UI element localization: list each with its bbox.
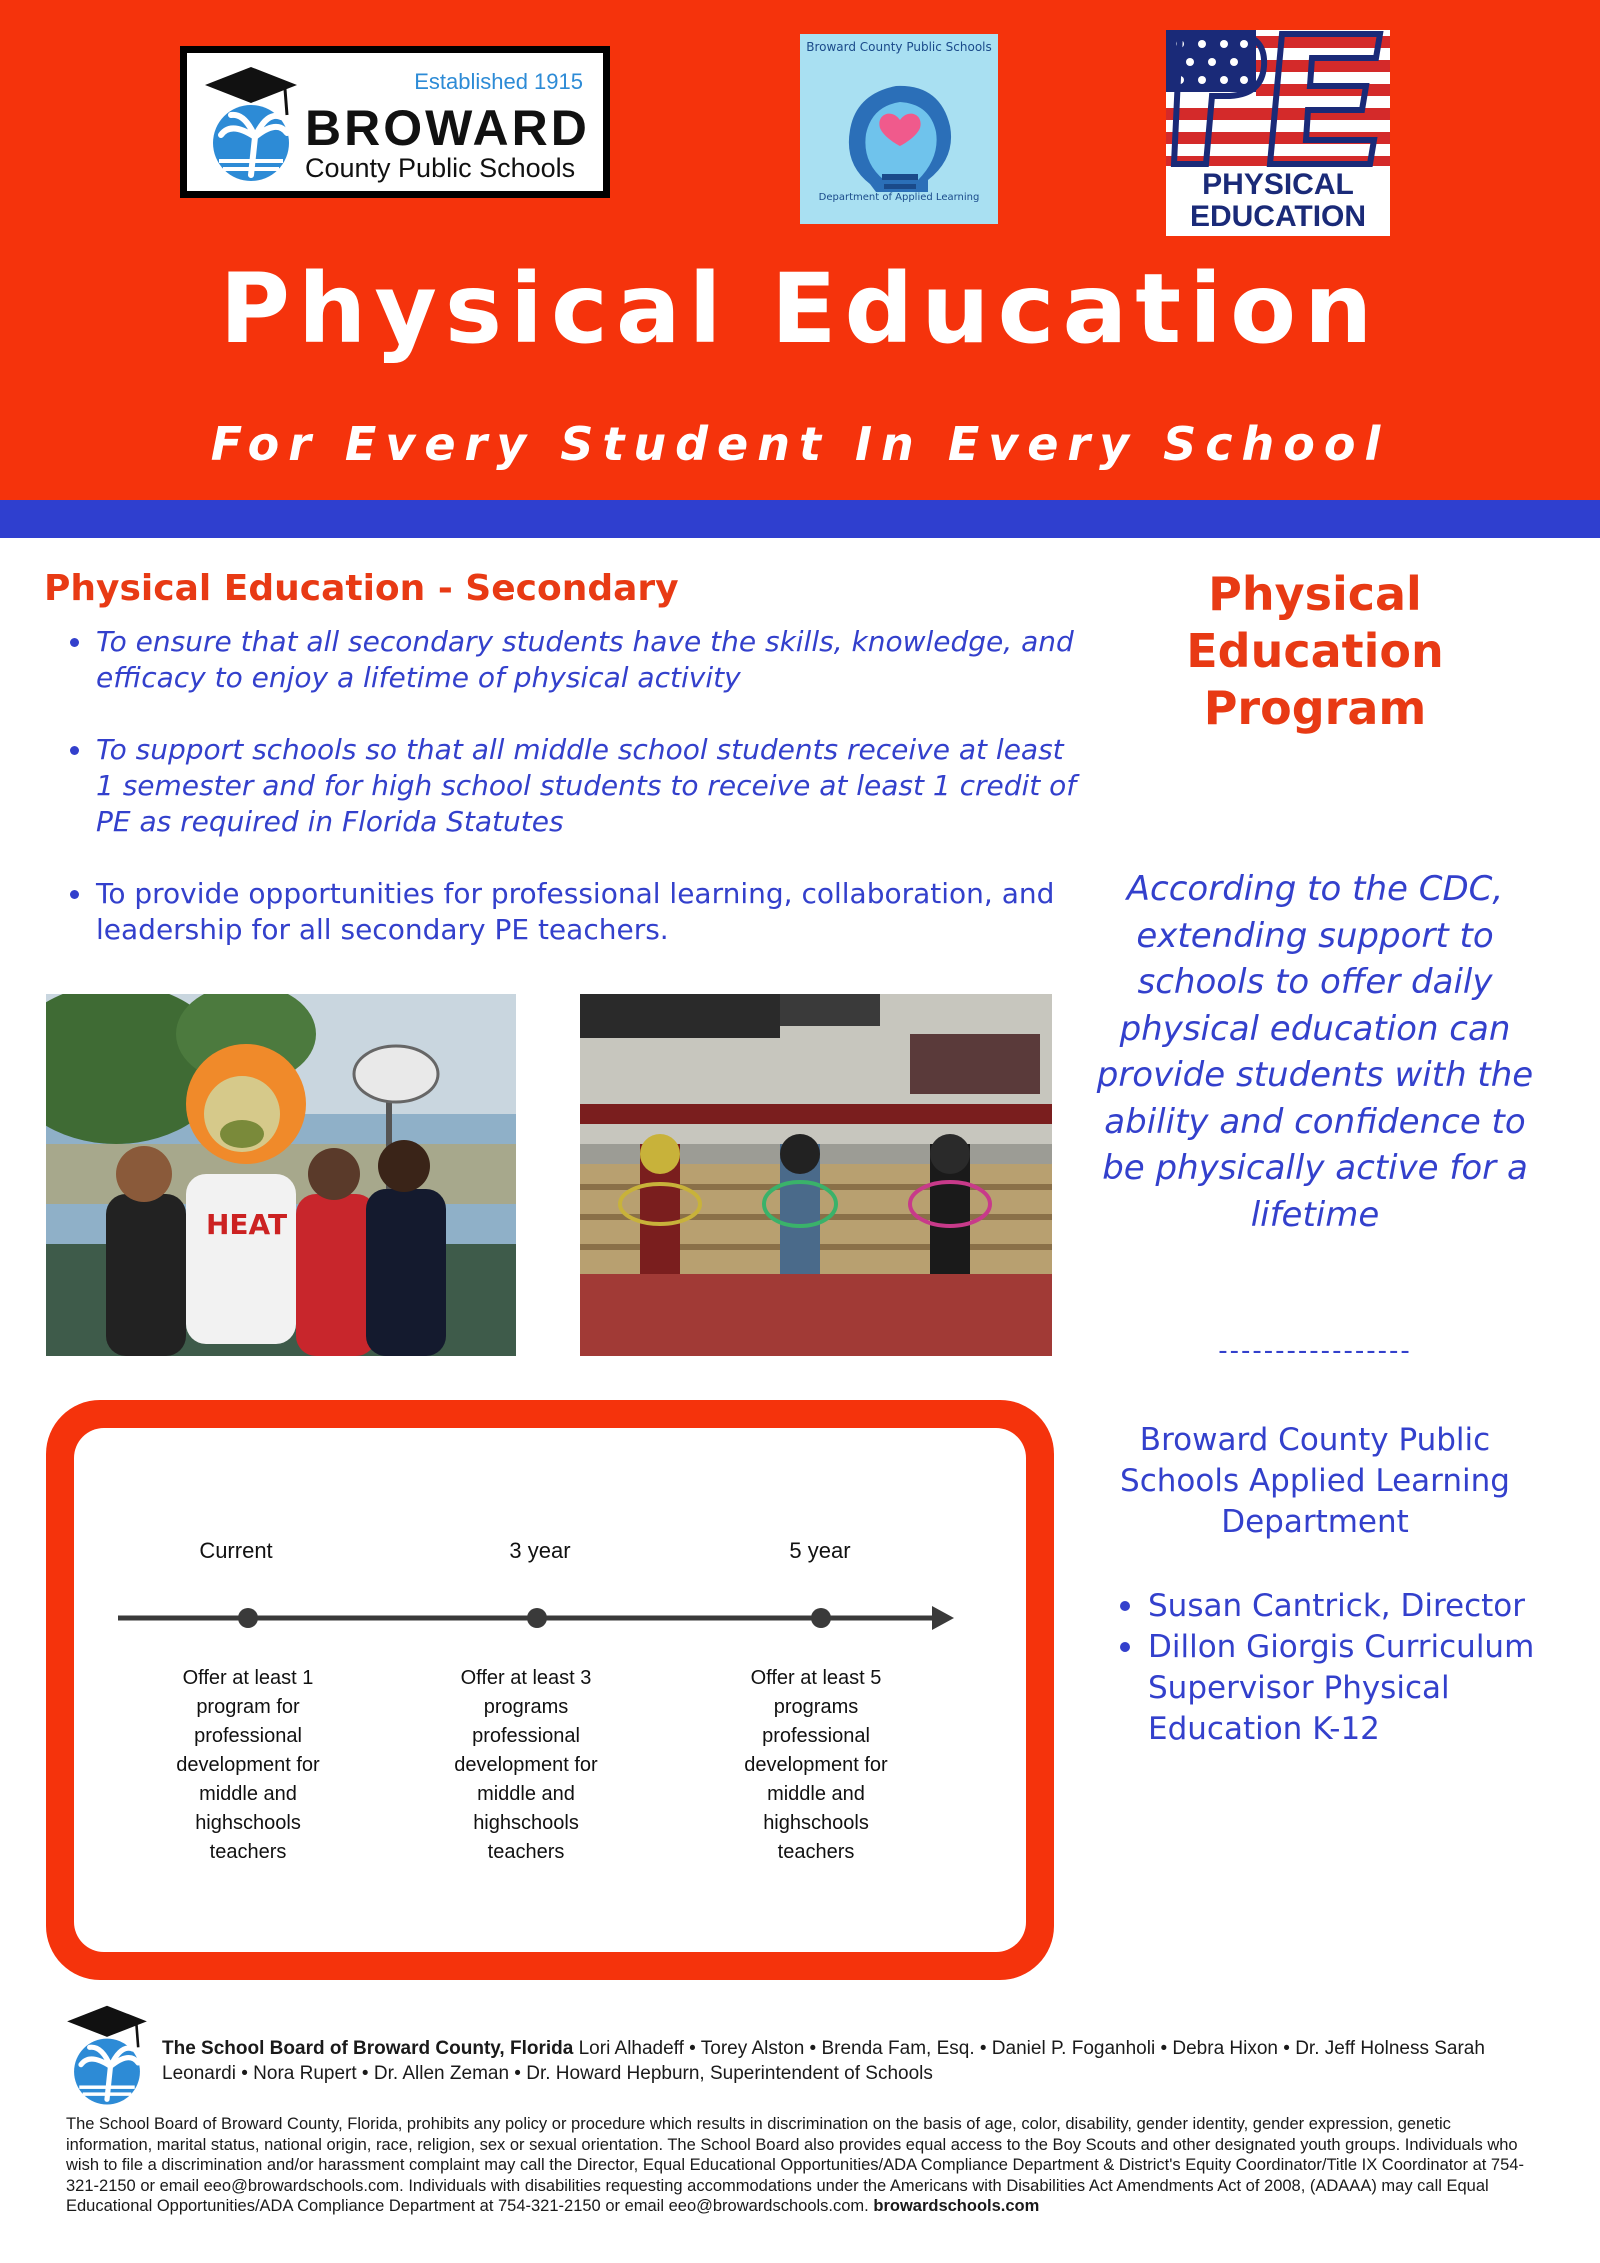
staff-list — [1120, 1586, 1580, 1750]
website-link[interactable]: browardschools.com — [873, 2197, 1040, 2215]
timeline-label-current: Current — [199, 1538, 273, 1563]
board-member-list: Lori Alhadeff • Torey Alston • Brenda Fam, Esq. • Daniel P. Foganholi • Debra Hixon • Dr. Jeff Holness Sarah Leonardi • Nora Rupert • Dr. Allen Zeman • Dr. Howard Hepburn, Superintendent of Schools — [162, 2038, 1485, 2084]
goal-item: To support schools so that all middle school students receive at least 1 semester and for high school students to receive at least 1 credit of PE as required in Florida Statutes — [70, 732, 1080, 840]
page-title: Physical Education — [219, 253, 1381, 365]
blue-band — [0, 500, 1600, 538]
pe-logo-line1: PHYSICAL — [1202, 168, 1354, 201]
timeline-inner — [74, 1428, 1026, 1952]
department-name: Broward County Public Schools Applied Learning Department — [1120, 1422, 1510, 1540]
broward-logo — [180, 46, 610, 198]
broward-subtitle: County Public Schools — [305, 153, 576, 183]
school-board-name: The School Board of Broward County, Florida — [162, 2038, 574, 2059]
pe-logo — [1166, 30, 1390, 236]
secondary-heading: Physical Education - Secondary — [44, 568, 679, 609]
school-board-members — [162, 2036, 1562, 2086]
timeline-desc-3year: Offer at least 3 programs professional development for middle and highschools teachers — [454, 1667, 598, 1863]
pe-logo-line2: EDUCATION — [1189, 200, 1367, 233]
flag-pe-icon — [1166, 30, 1390, 170]
timeline-point-5year — [811, 1608, 831, 1628]
secondary-goals-list — [70, 624, 1080, 984]
dept-name-text: Department of Applied Learning — [818, 192, 980, 203]
svg-text:HEAT: HEAT — [206, 1208, 288, 1241]
nondiscrimination-text: The School Board of Broward County, Florida, prohibits any policy or procedure which results in discrimination on the basis of age, color, disability, gender identity, gender expression, genetic information, marital status, national origin, race, religion, sex or sexual orientation. The School Board also provides equal access to the Boy Scouts and other designated youth groups. Individuals who wish to file a discrimination and/or harassment complaint may call the Director, Equal Educational Opportunities/ADA Compliance Department & District's Equity Coordinator/Title IX Coordinator at 754-321-2150 or email eeo@browardschools.com. Individuals with disabilities requesting accommodations under the Americans with Disabilities Act Amendments Act of 2008, (ADAAA) may call Equal Educational Opportunities/ADA Compliance Department at 754-321-2150 or email eeo@browardschools.com. — [66, 2115, 1524, 2215]
dept-arc-text: Broward County Public Schools — [806, 40, 992, 54]
goal-item: To ensure that all secondary students have the skills, knowledge, and efficacy to enjoy a lifetime of physical activity — [70, 624, 1080, 696]
timeline-label-5year: 5 year — [789, 1538, 851, 1563]
timeline-desc-5year: Offer at least 5 programs professional development for middle and highschools teachers — [744, 1667, 888, 1863]
cdc-quote: According to the CDC, extending support to schools to offer daily physical education can provide students with the ability and confidence to be physically active for a lifetime — [1096, 869, 1534, 1235]
applied-learning-logo — [800, 34, 998, 224]
program-title: Physical Education Program — [1186, 567, 1444, 735]
established-text: Established 1915 — [414, 69, 583, 94]
palm-tree-icon — [201, 65, 301, 185]
staff-item: Susan Cantrick, Director — [1120, 1586, 1580, 1627]
timeline-point-current — [238, 1608, 258, 1628]
mascot-photo — [46, 994, 516, 1356]
divider: ----------------- — [1218, 1336, 1412, 1366]
timeline-point-3year — [527, 1608, 547, 1628]
gym-photo — [580, 994, 1052, 1356]
page-subtitle: For Every Student In Every School — [210, 417, 1390, 471]
legal-notice — [66, 2114, 1536, 2217]
staff-item: Dillon Giorgis Curriculum Supervisor Physical Education K-12 — [1120, 1627, 1580, 1750]
broward-wordmark: BROWARD — [305, 100, 590, 156]
timeline-label-3year: 3 year — [509, 1538, 571, 1563]
footer-palm-logo-icon — [58, 2004, 156, 2108]
goal-item: To provide opportunities for professional learning, collaboration, and leadership for all secondary PE teachers. — [70, 876, 1080, 948]
timeline-panel — [46, 1400, 1054, 1980]
timeline-desc-current: Offer at least 1 program for professional development for middle and highschools teachers — [176, 1667, 320, 1863]
